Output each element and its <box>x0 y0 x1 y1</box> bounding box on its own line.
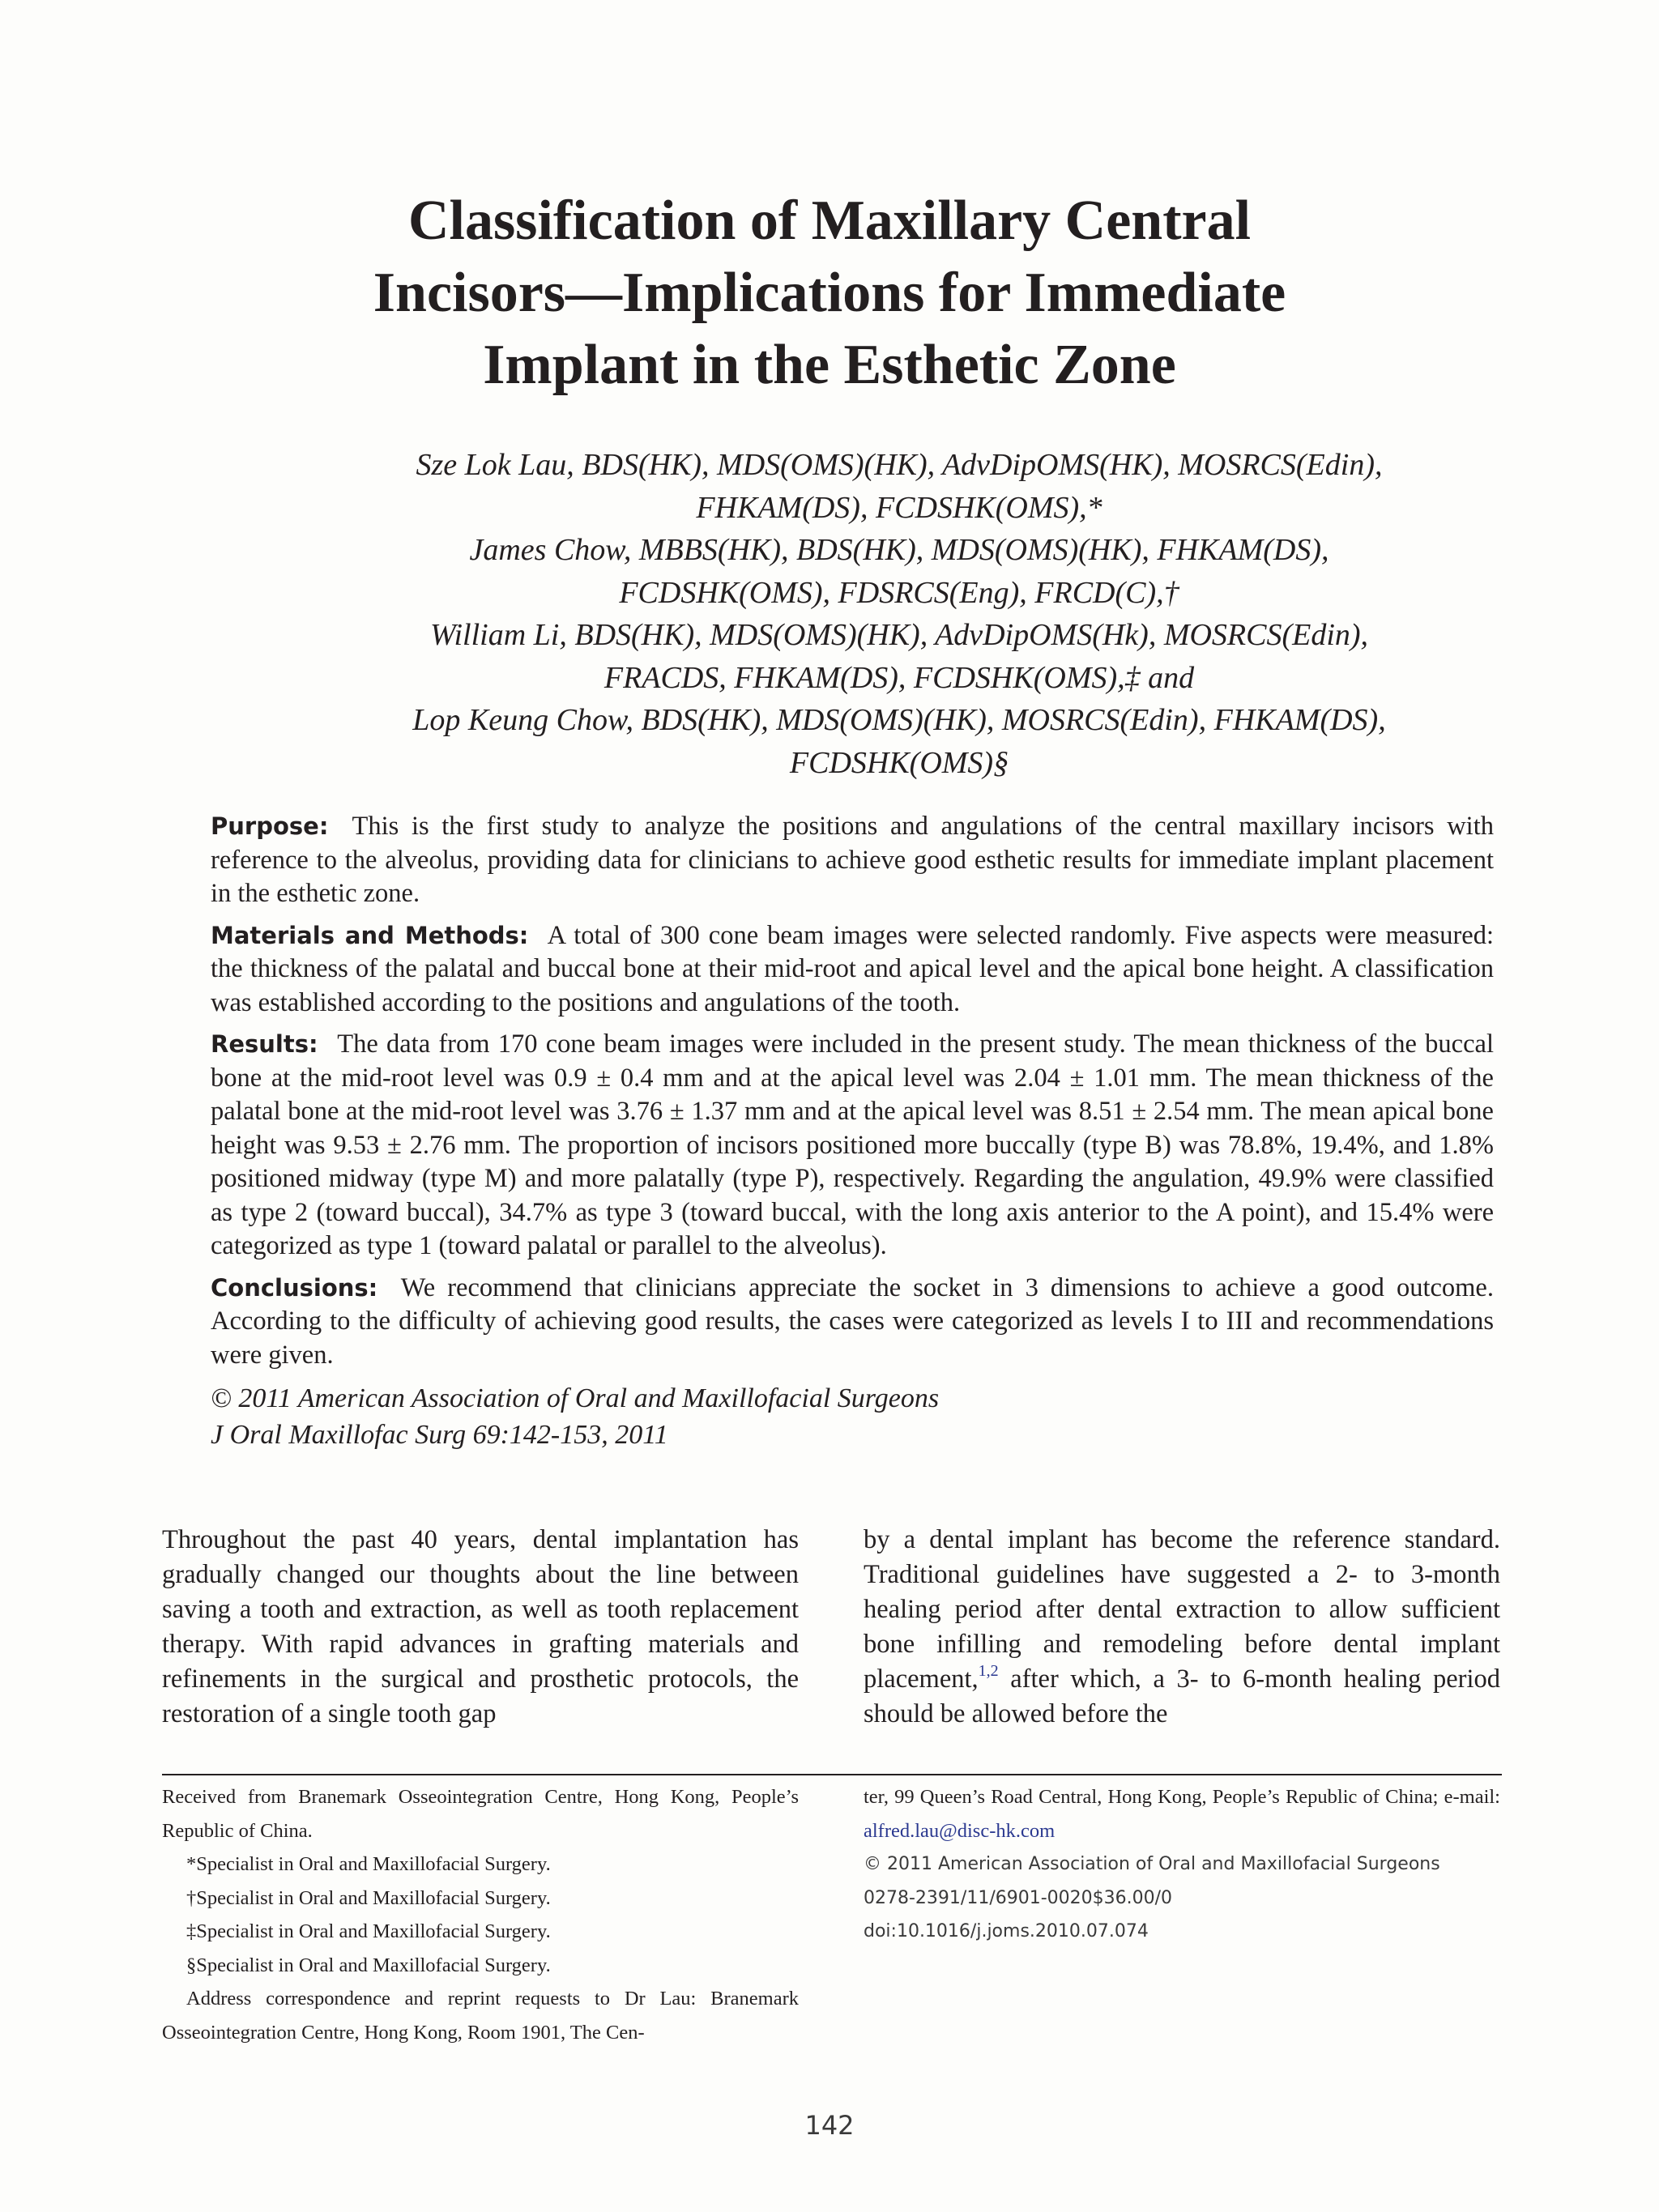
title-line: Classification of Maxillary Central <box>407 190 1252 252</box>
email-link[interactable]: alfred.lau@disc-hk.com <box>864 1819 1056 1842</box>
purpose-text: This is the first study to analyze the positions and angulations of the central maxillary incisors with reference to the alveolus, providing data for clinicians to achieve good esthetic results for immediate implant placement in the esthetic zone. <box>211 812 1494 908</box>
footnote-specialist: *Specialist in Oral and Maxillofacial Surgery. <box>186 1853 551 1875</box>
reference-link[interactable]: 1,2 <box>978 1662 999 1680</box>
body-paragraph <box>864 1523 1500 1732</box>
footnote-specialist: †Specialist in Oral and Maxillofacial Surgery. <box>186 1886 551 1909</box>
abstract-methods <box>211 919 1494 1021</box>
abstract-conclusions <box>211 1272 1494 1373</box>
body-column-left <box>162 1523 799 1732</box>
author-line: FRACDS, FHKAM(DS), FCDSHK(OMS),‡ and <box>603 660 1195 695</box>
author-line: Lop Keung Chow, BDS(HK), MDS(OMS)(HK), MOSRCS(Edin), FHKAM(DS), <box>412 703 1386 737</box>
doi-line: doi:10.1016/j.joms.2010.07.074 <box>864 1921 1149 1941</box>
body-text: by a dental implant has become the reference standard. Traditional guidelines have suggested a 2- to 3-month healing period after dental extraction to allow sufficient bone infilling and remodeling before dental implant placement, <box>864 1525 1500 1694</box>
author-line: William Li, BDS(HK), MDS(OMS)(HK), AdvDipOMS(Hk), MOSRCS(Edin), <box>429 618 1369 652</box>
footnote-divider <box>162 1774 1502 1775</box>
abstract-purpose <box>211 810 1494 911</box>
issn-line: 0278-2391/11/6901-0020$36.00/0 <box>864 1887 1173 1908</box>
address-text: ter, 99 Queen’s Road Central, Hong Kong, People’s Republic of China; e-mail: <box>864 1786 1500 1808</box>
footnote-copyright: © 2011 American Association of Oral and Maxillofacial Surgeons <box>864 1854 1440 1874</box>
conclusions-label: Conclusions: <box>211 1273 378 1302</box>
title-line: Implant in the Esthetic Zone <box>483 334 1176 396</box>
methods-label: Materials and Methods: <box>211 921 529 949</box>
page-number: 142 <box>804 2110 855 2141</box>
footnotes-left <box>162 1780 799 2049</box>
methods-text: A total of 300 cone beam images were selected randomly. Five aspects were measured: the thickness of the palatal and buccal bone at their mid-root and apical level and the apical bone height. A classification was established according to the positions and angulations of the tooth. <box>211 920 1495 1017</box>
results-text: The data from 170 cone beam images were included in the present study. The mean thickness of the buccal bone at the mid-root level was 0.9 ± 0.4 mm and at the apical level was 2.04 ± 1.01 mm. The mean thickness of the palatal bone at the mid-root level was 3.76 ± 1.37 mm and at the apical level was 8.51 ± 2.54 mm. The mean apical bone height was 9.53 ± 2.76 mm. The proportion of incisors positioned more buccally (type B) was 78.8%, 19.4%, and 1.8% positioned midway (type M) and more palatally (type P), respectively. Regarding the angulation, 49.9% were classified as type 2 (toward buccal), 34.7% as type 3 (toward buccal, with the long axis anterior to the A point), and 15.4% were categorized as type 1 (toward palatal or parallel to the alveolus). <box>211 1029 1494 1260</box>
author-line: Sze Lok Lau, BDS(HK), MDS(OMS)(HK), AdvDipOMS(HK), MOSRCS(Edin), <box>416 448 1383 482</box>
author-line: FCDSHK(OMS)§ <box>789 745 1009 780</box>
correspondence-address-cont <box>864 1780 1500 1848</box>
author-line: James Chow, MBBS(HK), BDS(HK), MDS(OMS)(HK), FHKAM(DS), <box>469 533 1329 567</box>
received-note: Received from Branemark Osseointegration Centre, Hong Kong, People’s Republic of China. <box>162 1786 799 1842</box>
purpose-label: Purpose: <box>211 812 329 840</box>
title-line: Incisors—Implications for Immediate <box>373 262 1286 324</box>
article-title <box>203 185 1456 401</box>
footnote-specialist: ‡Specialist in Oral and Maxillofacial Surgery. <box>186 1920 551 1942</box>
author-line: FHKAM(DS), FCDSHK(OMS),* <box>696 490 1102 525</box>
correspondence-address: Address correspondence and reprint requests to Dr Lau: Branemark Osseointegration Centre, Hong Kong, Room 1901, The Cen- <box>162 1988 799 2044</box>
conclusions-text: We recommend that clinicians appreciate the socket in 3 dimensions to achieve a good outcome. According to the difficulty of achieving good results, the cases were categorized as levels I to III and recommendations were given. <box>211 1272 1494 1370</box>
author-list <box>356 444 1442 784</box>
footnotes-right <box>864 1780 1500 1949</box>
abstract-copyright: © 2011 American Association of Oral and Maxillofacial Surgeons <box>211 1383 940 1413</box>
body-column-right <box>864 1523 1500 1732</box>
footnote-specialist: §Specialist in Oral and Maxillofacial Surgery. <box>186 1954 551 1976</box>
abstract <box>211 810 1494 1453</box>
body-paragraph: Throughout the past 40 years, dental implantation has gradually changed our thoughts about the line between saving a tooth and extraction, as well as tooth replacement therapy. With rapid advances in grafting materials and refinements in the surgical and prosthetic protocols, the restoration of a single tooth gap <box>162 1525 799 1728</box>
results-label: Results: <box>211 1030 318 1058</box>
body-text: after which, a 3- to 6-month healing period should be allowed before the <box>864 1664 1500 1728</box>
author-line: FCDSHK(OMS), FDSRCS(Eng), FRCD(C),† <box>619 575 1179 610</box>
abstract-results <box>211 1028 1494 1264</box>
journal-citation: J Oral Maxillofac Surg 69:142-153, 2011 <box>211 1420 668 1450</box>
